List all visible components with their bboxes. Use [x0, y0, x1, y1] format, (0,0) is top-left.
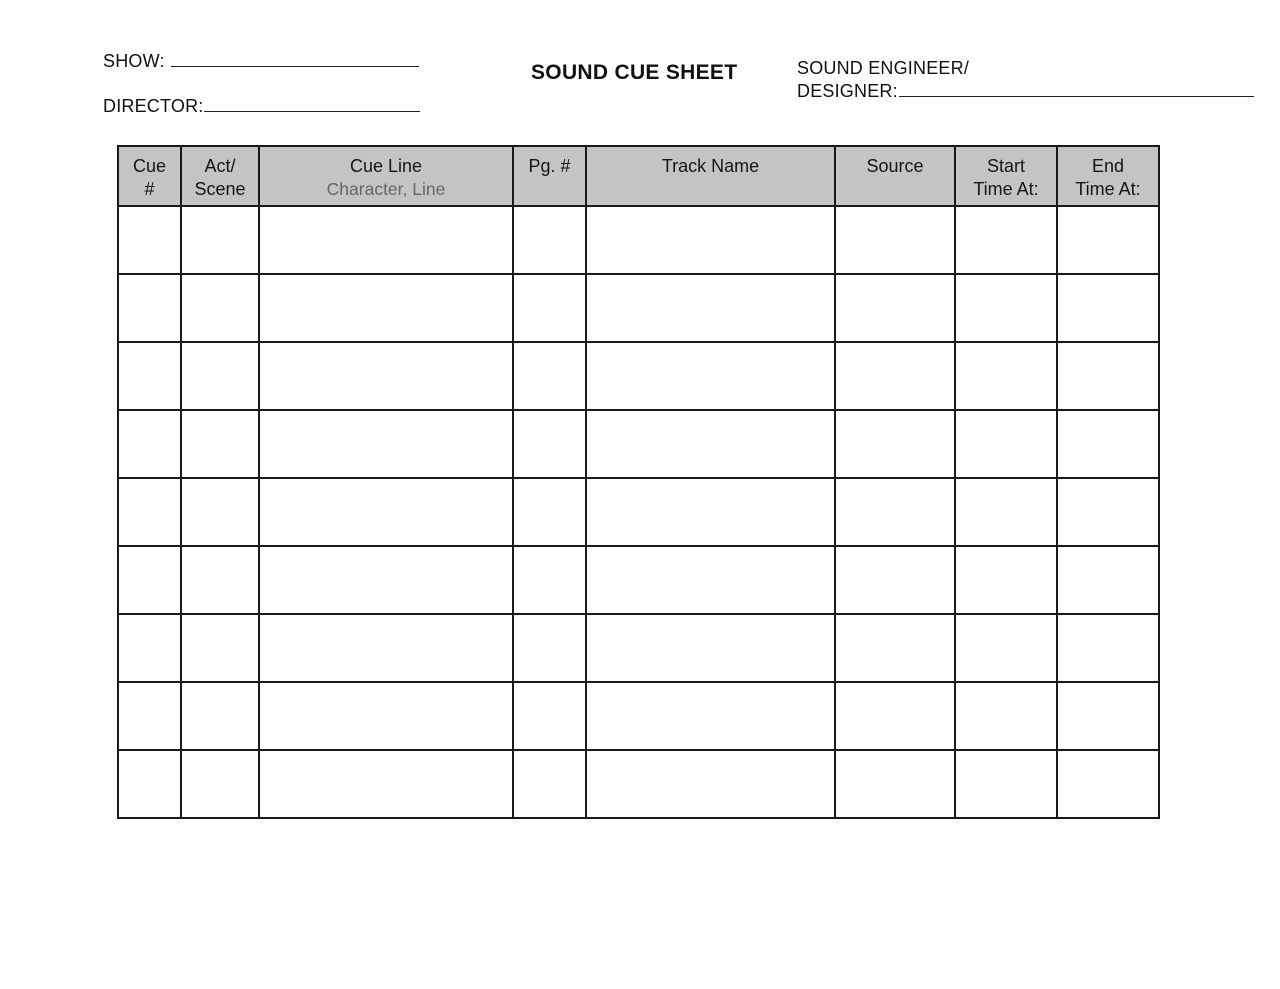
director-label: DIRECTOR:	[103, 96, 204, 116]
track-name-cell[interactable]	[586, 546, 835, 614]
act-scene-cell[interactable]	[181, 206, 259, 274]
source-cell[interactable]	[835, 342, 955, 410]
end-time-cell[interactable]	[1057, 342, 1159, 410]
engineer-input-line[interactable]	[899, 82, 1254, 97]
column-header-line1: Track Name	[661, 156, 760, 176]
source-cell[interactable]	[835, 274, 955, 342]
cue-number-cell[interactable]	[118, 682, 181, 750]
column-header-start-time	[955, 146, 1057, 206]
cue-line-cell[interactable]	[259, 342, 513, 410]
page-number-cell[interactable]	[513, 750, 586, 818]
act-scene-cell[interactable]	[181, 410, 259, 478]
cue-number-cell[interactable]	[118, 206, 181, 274]
start-time-cell[interactable]	[955, 274, 1057, 342]
act-scene-cell[interactable]	[181, 750, 259, 818]
table-row	[118, 410, 1159, 478]
engineer-label-line2: DESIGNER:	[797, 81, 898, 101]
cue-line-cell[interactable]	[259, 206, 513, 274]
act-scene-cell[interactable]	[181, 274, 259, 342]
table-row	[118, 342, 1159, 410]
track-name-cell[interactable]	[586, 342, 835, 410]
page-number-cell[interactable]	[513, 546, 586, 614]
cue-number-cell[interactable]	[118, 478, 181, 546]
table-header-row	[118, 146, 1159, 206]
column-header-line1: Cue	[132, 156, 167, 176]
engineer-label-line1: SOUND ENGINEER/	[797, 58, 970, 78]
table-row	[118, 750, 1159, 818]
cue-line-cell[interactable]	[259, 682, 513, 750]
act-scene-cell[interactable]	[181, 614, 259, 682]
start-time-cell[interactable]	[955, 614, 1057, 682]
cue-line-cell[interactable]	[259, 614, 513, 682]
column-header-cue-number	[118, 146, 181, 206]
source-cell[interactable]	[835, 206, 955, 274]
sound-engineer-field	[797, 57, 1254, 103]
cue-number-cell[interactable]	[118, 614, 181, 682]
cue-number-cell[interactable]	[118, 546, 181, 614]
show-label: SHOW:	[103, 51, 165, 71]
source-cell[interactable]	[835, 614, 955, 682]
source-cell[interactable]	[835, 546, 955, 614]
act-scene-cell[interactable]	[181, 682, 259, 750]
column-header-line2: #	[144, 179, 155, 199]
end-time-cell[interactable]	[1057, 682, 1159, 750]
start-time-cell[interactable]	[955, 410, 1057, 478]
cue-number-cell[interactable]	[118, 342, 181, 410]
table-row	[118, 682, 1159, 750]
show-input-line[interactable]	[171, 52, 419, 67]
act-scene-cell[interactable]	[181, 546, 259, 614]
column-header-act-scene	[181, 146, 259, 206]
column-header-end-time	[1057, 146, 1159, 206]
cue-line-cell[interactable]	[259, 546, 513, 614]
column-header-line1: End	[1091, 156, 1125, 176]
source-cell[interactable]	[835, 750, 955, 818]
page-title: SOUND CUE SHEET	[531, 61, 738, 84]
cue-number-cell[interactable]	[118, 274, 181, 342]
column-header-line1: Start	[986, 156, 1025, 176]
page-number-cell[interactable]	[513, 410, 586, 478]
column-header-cue-line	[259, 146, 513, 206]
column-header-line2: Scene	[194, 179, 246, 199]
cue-number-cell[interactable]	[118, 410, 181, 478]
table-row	[118, 206, 1159, 274]
table-body	[118, 206, 1159, 818]
end-time-cell[interactable]	[1057, 478, 1159, 546]
page-number-cell[interactable]	[513, 342, 586, 410]
column-header-page-number	[513, 146, 586, 206]
page-number-cell[interactable]	[513, 682, 586, 750]
source-cell[interactable]	[835, 478, 955, 546]
show-field	[103, 51, 419, 72]
cue-number-cell[interactable]	[118, 750, 181, 818]
track-name-cell[interactable]	[586, 750, 835, 818]
page-number-cell[interactable]	[513, 614, 586, 682]
director-field	[103, 96, 420, 117]
column-header-line1: Cue Line	[349, 156, 423, 176]
cue-line-cell[interactable]	[259, 274, 513, 342]
column-header-line1: Pg. #	[528, 156, 571, 176]
track-name-cell[interactable]	[586, 478, 835, 546]
start-time-cell[interactable]	[955, 206, 1057, 274]
page-number-cell[interactable]	[513, 478, 586, 546]
end-time-cell[interactable]	[1057, 546, 1159, 614]
page-number-cell[interactable]	[513, 274, 586, 342]
act-scene-cell[interactable]	[181, 478, 259, 546]
end-time-cell[interactable]	[1057, 614, 1159, 682]
track-name-cell[interactable]	[586, 682, 835, 750]
track-name-cell[interactable]	[586, 614, 835, 682]
page-number-cell[interactable]	[513, 206, 586, 274]
column-header-source	[835, 146, 955, 206]
end-time-cell[interactable]	[1057, 206, 1159, 274]
start-time-cell[interactable]	[955, 342, 1057, 410]
start-time-cell[interactable]	[955, 750, 1057, 818]
table-row	[118, 478, 1159, 546]
act-scene-cell[interactable]	[181, 342, 259, 410]
column-header-line2: Time At:	[1075, 179, 1141, 199]
column-header-subtitle: Character, Line	[326, 179, 446, 199]
end-time-cell[interactable]	[1057, 750, 1159, 818]
source-cell[interactable]	[835, 682, 955, 750]
end-time-cell[interactable]	[1057, 274, 1159, 342]
column-header-line1: Source	[866, 156, 924, 176]
end-time-cell[interactable]	[1057, 410, 1159, 478]
track-name-cell[interactable]	[586, 206, 835, 274]
cue-line-cell[interactable]	[259, 750, 513, 818]
cue-table	[117, 145, 1160, 819]
table-row	[118, 546, 1159, 614]
cue-line-cell[interactable]	[259, 410, 513, 478]
column-header-track-name	[586, 146, 835, 206]
track-name-cell[interactable]	[586, 410, 835, 478]
column-header-line1: Act/	[204, 156, 236, 176]
start-time-cell[interactable]	[955, 478, 1057, 546]
cue-line-cell[interactable]	[259, 478, 513, 546]
source-cell[interactable]	[835, 410, 955, 478]
track-name-cell[interactable]	[586, 274, 835, 342]
start-time-cell[interactable]	[955, 546, 1057, 614]
start-time-cell[interactable]	[955, 682, 1057, 750]
director-input-line[interactable]	[204, 97, 420, 112]
column-header-line2: Time At:	[973, 179, 1039, 199]
table-row	[118, 614, 1159, 682]
table-row	[118, 274, 1159, 342]
